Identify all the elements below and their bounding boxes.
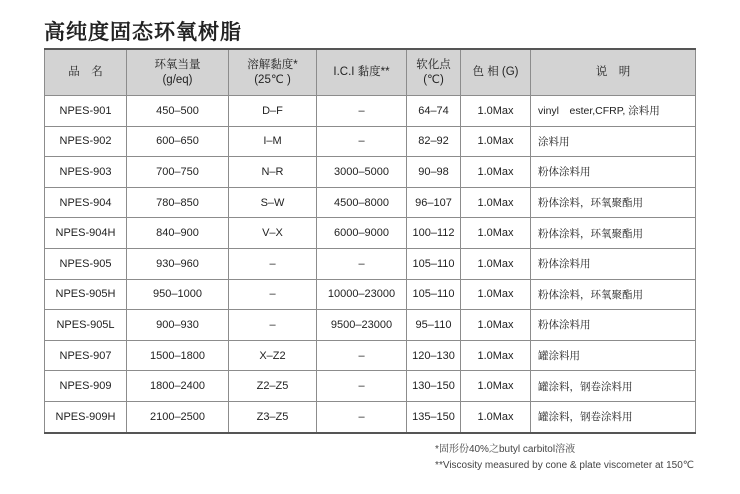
cell-solution-viscosity: S–W: [229, 187, 317, 218]
table-row: [45, 126, 696, 157]
cell-epoxy-equivalent: 930–960: [127, 248, 229, 279]
cell-epoxy-equivalent: 2100–2500: [127, 401, 229, 432]
header-product-name: 品 名: [45, 49, 127, 96]
cell-product-name: NPES-903: [45, 157, 127, 188]
table-body: [45, 96, 696, 433]
cell-softening-point: 100–112: [407, 218, 461, 249]
table-row: [45, 371, 696, 402]
cell-description: 罐涂料用: [531, 340, 696, 371]
header-ici-viscosity: I.C.I 黏度**: [317, 49, 407, 96]
page-title: 高纯度固态环氧树脂: [44, 20, 242, 44]
header-epoxy-equivalent: 环氧当量 (g/eq): [127, 49, 229, 96]
cell-ici-viscosity: –: [317, 371, 407, 402]
table-row: [45, 96, 696, 127]
cell-product-name: NPES-904: [45, 187, 127, 218]
cell-description: 罐涂料，钢卷涂料用: [531, 371, 696, 402]
table-row: [45, 310, 696, 341]
footnotes: [435, 442, 694, 474]
cell-ici-viscosity: 3000–5000: [317, 157, 407, 188]
table-row: [45, 279, 696, 310]
cell-product-name: NPES-905L: [45, 310, 127, 341]
cell-softening-point: 95–110: [407, 310, 461, 341]
cell-ici-viscosity: –: [317, 248, 407, 279]
table-row: [45, 157, 696, 188]
cell-ici-viscosity: –: [317, 340, 407, 371]
cell-epoxy-equivalent: 1500–1800: [127, 340, 229, 371]
table-row: [45, 187, 696, 218]
cell-color: 1.0Max: [461, 248, 531, 279]
cell-epoxy-equivalent: 450–500: [127, 96, 229, 127]
cell-description: 罐涂料，钢卷涂料用: [531, 401, 696, 432]
cell-description: 粉体涂料，环氧聚酯用: [531, 279, 696, 310]
footnote-ici-viscosity: **Viscosity measured by cone & plate viscometer at 150℃: [435, 460, 694, 471]
cell-solution-viscosity: Z3–Z5: [229, 401, 317, 432]
cell-description: 粉体涂料用: [531, 310, 696, 341]
cell-solution-viscosity: N–R: [229, 157, 317, 188]
cell-epoxy-equivalent: 900–930: [127, 310, 229, 341]
cell-color: 1.0Max: [461, 218, 531, 249]
table-row: [45, 401, 696, 432]
cell-ici-viscosity: –: [317, 401, 407, 432]
cell-description: 涂料用: [531, 126, 696, 157]
cell-softening-point: 96–107: [407, 187, 461, 218]
cell-epoxy-equivalent: 700–750: [127, 157, 229, 188]
cell-solution-viscosity: –: [229, 310, 317, 341]
table-row: [45, 340, 696, 371]
cell-description: 粉体涂料，环氧聚酯用: [531, 187, 696, 218]
cell-softening-point: 130–150: [407, 371, 461, 402]
cell-epoxy-equivalent: 1800–2400: [127, 371, 229, 402]
cell-product-name: NPES-909: [45, 371, 127, 402]
table-row: [45, 218, 696, 249]
cell-product-name: NPES-909H: [45, 401, 127, 432]
footnote-solution-viscosity: *固形份40%之butyl carbitol溶液: [435, 444, 576, 455]
cell-ici-viscosity: 6000–9000: [317, 218, 407, 249]
cell-product-name: NPES-904H: [45, 218, 127, 249]
cell-solution-viscosity: D–F: [229, 96, 317, 127]
cell-epoxy-equivalent: 600–650: [127, 126, 229, 157]
cell-ici-viscosity: 4500–8000: [317, 187, 407, 218]
cell-ici-viscosity: 9500–23000: [317, 310, 407, 341]
cell-product-name: NPES-905H: [45, 279, 127, 310]
cell-epoxy-equivalent: 950–1000: [127, 279, 229, 310]
cell-softening-point: 105–110: [407, 279, 461, 310]
table-header-row: [45, 49, 696, 96]
cell-color: 1.0Max: [461, 401, 531, 432]
cell-color: 1.0Max: [461, 126, 531, 157]
spec-table: [44, 48, 696, 434]
cell-ici-viscosity: –: [317, 126, 407, 157]
table-row: [45, 248, 696, 279]
cell-ici-viscosity: –: [317, 96, 407, 127]
cell-product-name: NPES-907: [45, 340, 127, 371]
cell-solution-viscosity: V–X: [229, 218, 317, 249]
cell-softening-point: 64–74: [407, 96, 461, 127]
header-description: 说 明: [531, 49, 696, 96]
cell-softening-point: 90–98: [407, 157, 461, 188]
cell-softening-point: 135–150: [407, 401, 461, 432]
cell-description: 粉体涂料，环氧聚酯用: [531, 218, 696, 249]
cell-epoxy-equivalent: 840–900: [127, 218, 229, 249]
cell-ici-viscosity: 10000–23000: [317, 279, 407, 310]
cell-color: 1.0Max: [461, 157, 531, 188]
cell-description: vinyl ester,CFRP, 涂料用: [531, 96, 696, 127]
cell-color: 1.0Max: [461, 96, 531, 127]
cell-softening-point: 82–92: [407, 126, 461, 157]
cell-color: 1.0Max: [461, 371, 531, 402]
cell-color: 1.0Max: [461, 187, 531, 218]
cell-solution-viscosity: –: [229, 279, 317, 310]
cell-solution-viscosity: I–M: [229, 126, 317, 157]
cell-softening-point: 105–110: [407, 248, 461, 279]
cell-solution-viscosity: –: [229, 248, 317, 279]
cell-color: 1.0Max: [461, 340, 531, 371]
cell-color: 1.0Max: [461, 279, 531, 310]
header-solution-viscosity: 溶解黏度* (25℃ ): [229, 49, 317, 96]
cell-solution-viscosity: Z2–Z5: [229, 371, 317, 402]
cell-product-name: NPES-905: [45, 248, 127, 279]
header-color: 色 相 (G): [461, 49, 531, 96]
cell-epoxy-equivalent: 780–850: [127, 187, 229, 218]
cell-product-name: NPES-902: [45, 126, 127, 157]
cell-description: 粉体涂料用: [531, 248, 696, 279]
cell-product-name: NPES-901: [45, 96, 127, 127]
cell-solution-viscosity: X–Z2: [229, 340, 317, 371]
cell-color: 1.0Max: [461, 310, 531, 341]
cell-softening-point: 120–130: [407, 340, 461, 371]
header-softening-point: 软化点 (℃): [407, 49, 461, 96]
cell-description: 粉体涂料用: [531, 157, 696, 188]
